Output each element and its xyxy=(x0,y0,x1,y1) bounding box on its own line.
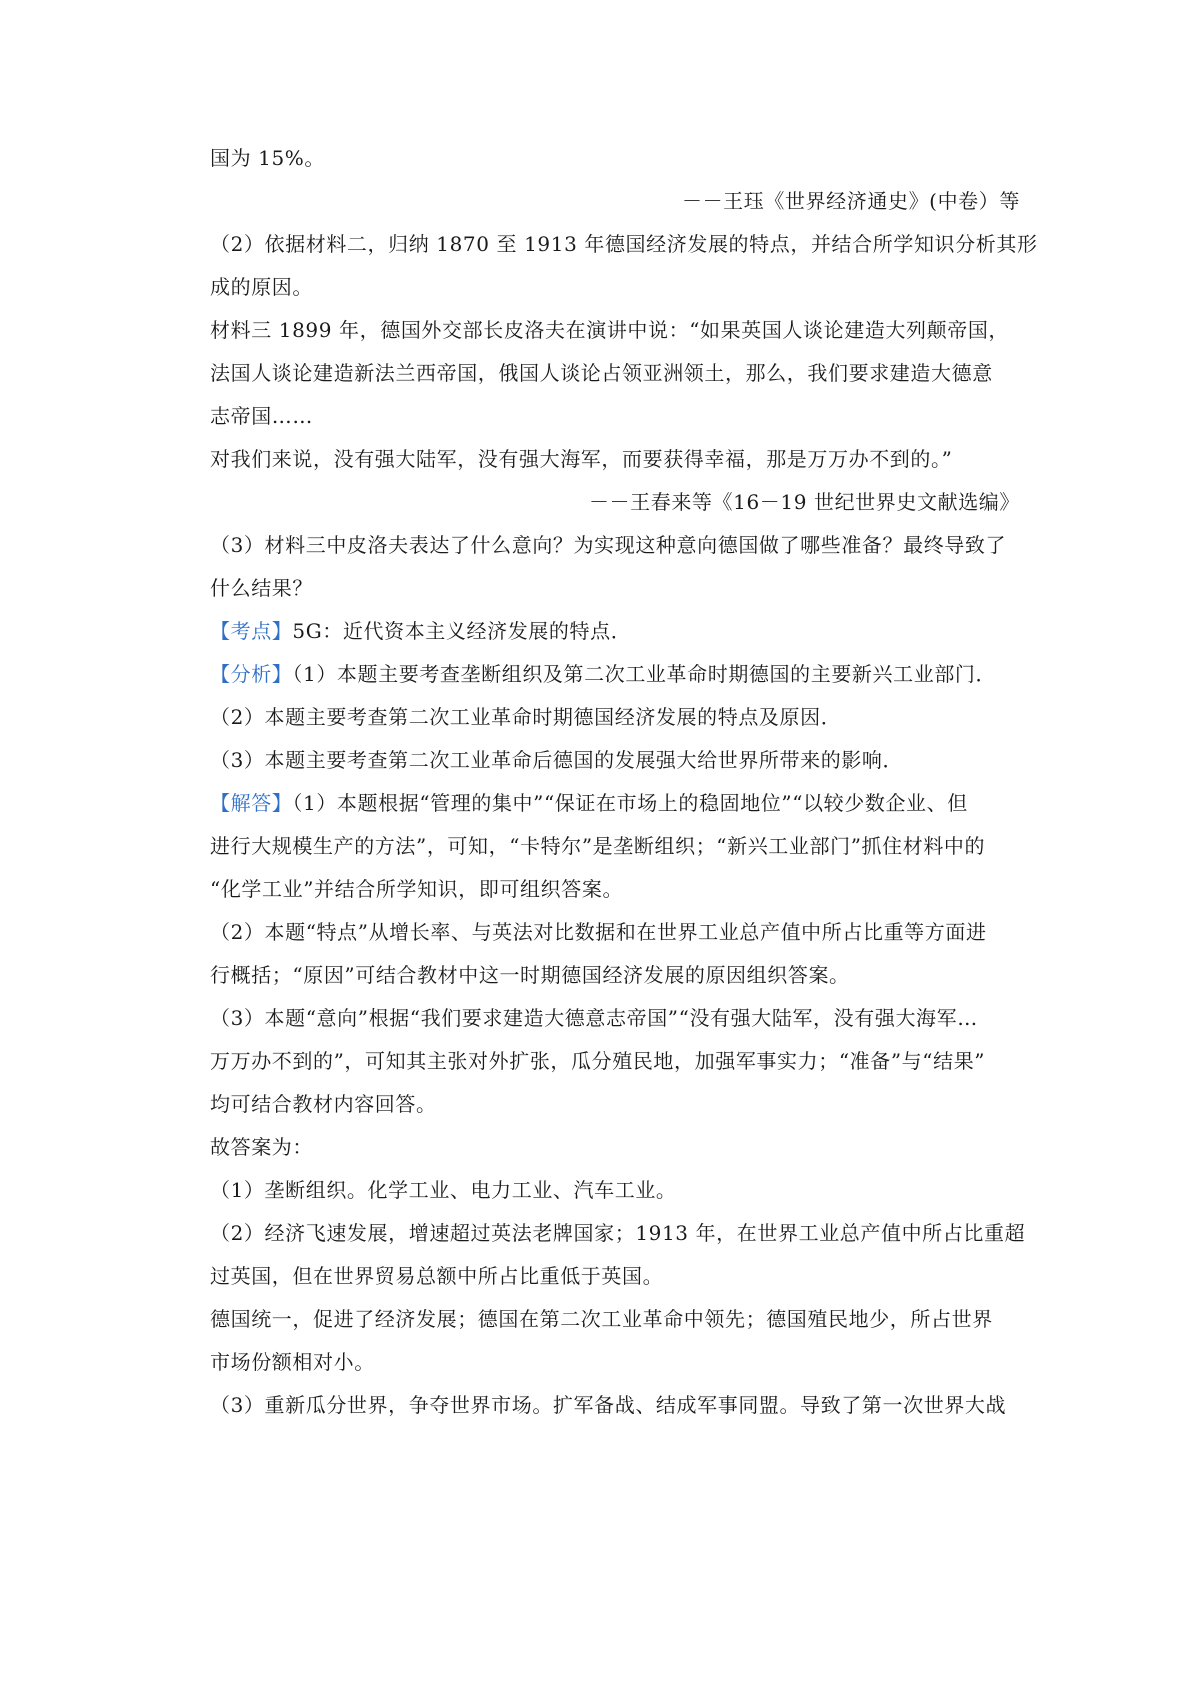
question-2: （2）依据材料二，归纳 1870 至 1913 年德国经济发展的特点，并结合所学知识分析其形 xyxy=(210,232,1038,256)
jieda-text: （1）本题根据“管理的集中”“保证在市场上的稳固地位”“以较少数企业、但 xyxy=(292,791,968,815)
jieda-tag: 【解答】 xyxy=(210,791,293,815)
text-line: “化学工业”并结合所学知识，即可组织答案。 xyxy=(210,877,624,901)
text-line: （2）本题“特点”从增长率、与英法对比数据和在世界工业总产值中所占比重等方面进 xyxy=(210,920,987,944)
text-line: 成的原因。 xyxy=(210,275,313,299)
source-citation: －－王珏《世界经济通史》(中卷）等 xyxy=(681,189,1020,213)
answer-3: （3）重新瓜分世界，争夺世界市场。扩军备战、结成军事同盟。导致了第一次世界大战 xyxy=(210,1393,1007,1417)
kaodian-line xyxy=(210,616,1020,646)
text-line: （2）本题主要考查第二次工业革命时期德国经济发展的特点及原因． xyxy=(210,705,842,729)
kaodian-tag: 【考点】 xyxy=(210,619,293,643)
text-line: 进行大规模生产的方法”，可知，“卡特尔”是垄断组织；“新兴工业部门”抓住材料中的 xyxy=(210,834,986,858)
fenxi-tag: 【分析】 xyxy=(210,662,293,686)
answer-heading: 故答案为： xyxy=(210,1135,313,1159)
fenxi-text: （1）本题主要考查垄断组织及第二次工业革命时期德国的主要新兴工业部门． xyxy=(292,662,997,686)
text-line: 对我们来说，没有强大陆军，没有强大海军，而要获得幸福，那是万万办不到的。” xyxy=(210,447,953,471)
text-line: 国为 15%。 xyxy=(210,146,326,170)
text-line: 市场份额相对小。 xyxy=(210,1350,375,1374)
text-line: 德国统一，促进了经济发展；德国在第二次工业革命中领先；德国殖民地少，所占世界 xyxy=(210,1307,993,1331)
fenxi-line xyxy=(210,659,1020,689)
text-line: 过英国，但在世界贸易总额中所占比重低于英国。 xyxy=(210,1264,664,1288)
question-3: （3）材料三中皮洛夫表达了什么意向？为实现这种意向德国做了哪些准备？最终导致了 xyxy=(210,533,1007,557)
text-line: 均可结合教材内容回答。 xyxy=(210,1092,437,1116)
text-line: 法国人谈论建造新法兰西帝国，俄国人谈论占领亚洲领土，那么，我们要求建造大德意 xyxy=(210,361,993,385)
material-3: 材料三 1899 年，德国外交部长皮洛夫在演讲中说：“如果英国人谈论建造大列颠帝国， xyxy=(210,318,1010,342)
text-line: 志帝国…… xyxy=(210,404,313,428)
jieda-line xyxy=(210,788,1020,818)
kaodian-text: 5G：近代资本主义经济发展的特点． xyxy=(292,619,632,643)
answer-1: （1）垄断组织。化学工业、电力工业、汽车工业。 xyxy=(210,1178,677,1202)
source-citation: －－王春来等《16－19 世纪世界史文献选编》 xyxy=(588,490,1020,514)
text-line: （3）本题“意向”根据“我们要求建造大德意志帝国”“没有强大陆军，没有强大海军… xyxy=(210,1006,978,1030)
text-line: 行概括；“原因”可结合教材中这一时期德国经济发展的原因组织答案。 xyxy=(210,963,850,987)
text-line: （3）本题主要考查第二次工业革命后德国的发展强大给世界所带来的影响． xyxy=(210,748,904,772)
text-line: 万万办不到的”，可知其主张对外扩张，瓜分殖民地，加强军事实力；“准备”与“结果” xyxy=(210,1049,986,1073)
answer-2: （2）经济飞速发展，增速超过英法老牌国家；1913 年，在世界工业总产值中所占比重超 xyxy=(210,1221,1026,1245)
text-line: 什么结果？ xyxy=(210,576,313,600)
